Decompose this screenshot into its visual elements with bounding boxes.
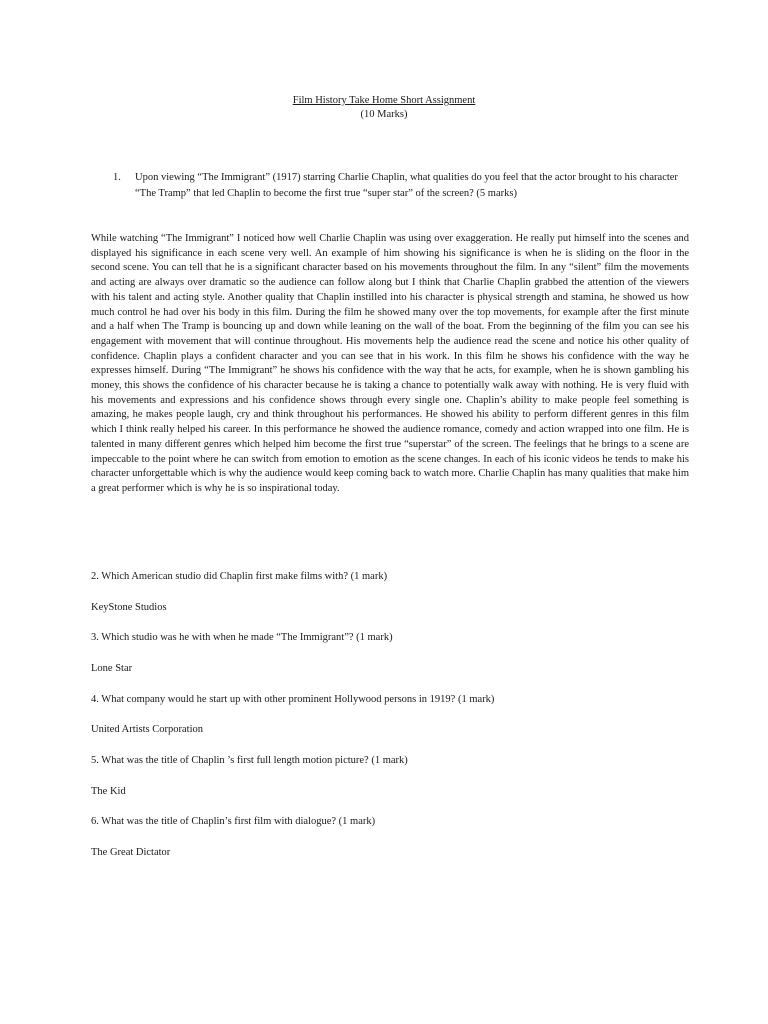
- question-6: 6. What was the title of Chaplin’s first film with dialogue? (1 mark): [91, 816, 376, 827]
- answer-5: The Kid: [91, 786, 126, 797]
- question-1-text: Upon viewing “The Immigrant” (1917) starring Charlie Chaplin, what qualities do you feel that the actor brought to his character “The Tramp” that led Chaplin to become the first true “super star” of the screen? (5 marks): [135, 172, 678, 199]
- document-title: Film History Take Home Short Assignment: [292, 95, 476, 106]
- document-subtitle: (10 Marks): [360, 109, 408, 120]
- question-4: 4. What company would he start up with other prominent Hollywood persons in 1919? (1 mark): [91, 694, 495, 705]
- answer-2: KeyStone Studios: [91, 602, 167, 613]
- question-1-number: 1.: [113, 172, 121, 183]
- answer-4: United Artists Corporation: [91, 724, 203, 735]
- question-5: 5. What was the title of Chaplin ’s first full length motion picture? (1 mark): [91, 755, 408, 766]
- answer-3: Lone Star: [91, 663, 133, 674]
- question-3: 3. Which studio was he with when he made “The Immigrant”? (1 mark): [91, 632, 393, 643]
- answer-6: The Great Dictator: [91, 847, 171, 858]
- question-1: [113, 170, 693, 201]
- question-2: 2. Which American studio did Chaplin first make films with? (1 mark): [91, 571, 388, 582]
- essay-answer: While watching “The Immigrant” I noticed how well Charlie Chaplin was using over exaggeration. He really put himself into the scenes and displayed his significance in each scene very well. An example of him showing his significance is when he is sliding on the floor in the second scene. You can tell that he is a significant character based on his movements throughout the film. In any “silent” film the movements and acting are always over dramatic so the audience can follow along but I think that Charlie Chaplin grabbed the attention of the viewers with his talent and acting style. Another quality that Chaplin instilled into his character is physical strength and stamina, he showed us how much control he had over his body in this film. During the film he showed many over the top movements, for example after the first minute and a half when The Tramp is bouncing up and down while leaning on the wall of the boat. From the beginning of the film you can see his engagement with movement that will continue throughout. His movements help the audience read the scene and notice his other quality of confidence. Chaplin plays a confident character and you can see that in his work. In this film he shows his confidence with the way he expresses himself. During “The Immigrant” he shows his confidence with the way that he acts, for example, when he is shown gambling his money, this shows the confidence of his character because he is taking a chance to potentially walk away with nothing. He is very fluid with his movements and expressions and his confidence shows through every single one. Chaplin’s ability to make people feel something is amazing, he makes people laugh, cry and think throughout his performances. He showed his ability to perform different genres in this film which I think really helped his career. In this performance he showed the audience romance, comedy and action wrapped into one film. He is talented in many different genres which helped him become the first true “superstar” of the screen. The feelings that he brings to a scene are impeccable to the point where he can switch from emotion to emotion as the scene changes. In each of his iconic videos he tends to make his character unforgettable which is why the audience would keep coming back to watch more. Charlie Chaplin has many qualities that make him a great performer which is why he is so inspirational today.: [91, 233, 689, 494]
